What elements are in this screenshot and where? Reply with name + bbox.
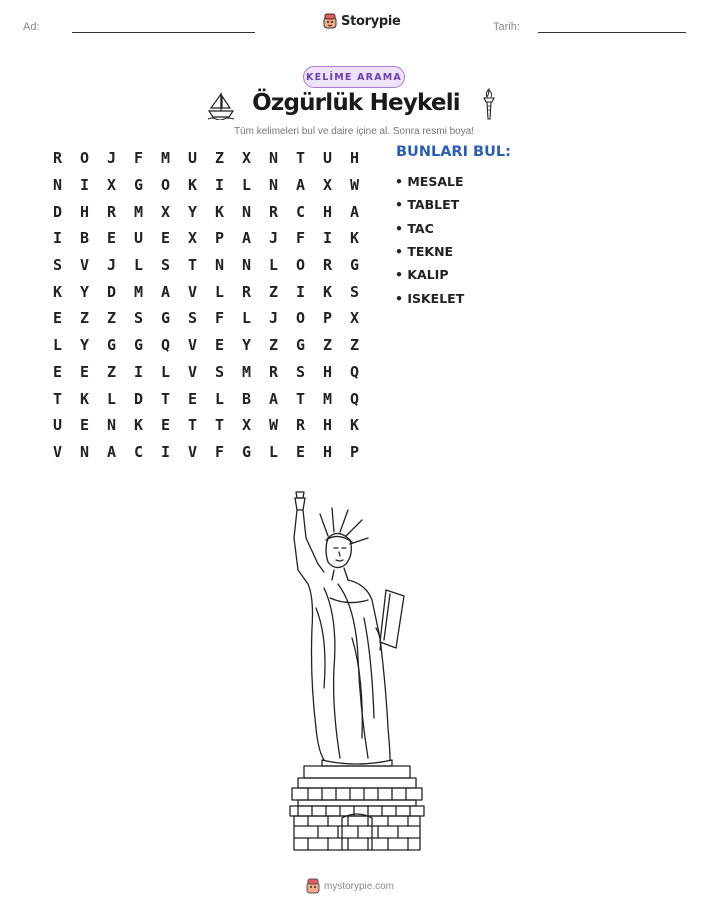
brand-name: Storypie bbox=[341, 13, 401, 29]
grid-letter[interactable]: V bbox=[187, 336, 198, 355]
grid-letter[interactable]: G bbox=[295, 336, 306, 355]
grid-letter[interactable]: E bbox=[295, 442, 306, 461]
grid-letter[interactable]: L bbox=[241, 309, 252, 328]
grid-letter[interactable]: Q bbox=[349, 362, 360, 381]
grid-letter[interactable]: X bbox=[106, 176, 117, 195]
grid-letter[interactable]: G bbox=[349, 256, 360, 275]
grid-letter[interactable]: I bbox=[295, 282, 306, 301]
grid-letter[interactable]: Q bbox=[160, 336, 171, 355]
grid-letter[interactable]: N bbox=[79, 442, 90, 461]
word-item: • TAC bbox=[395, 220, 434, 236]
grid-letter[interactable]: N bbox=[52, 176, 63, 195]
grid-letter[interactable]: J bbox=[268, 309, 279, 328]
grid-letter[interactable]: T bbox=[214, 416, 225, 435]
grid-letter[interactable]: E bbox=[187, 389, 198, 408]
grid-row bbox=[44, 385, 368, 412]
grid-letter[interactable]: E bbox=[52, 309, 63, 328]
grid-letter[interactable]: S bbox=[160, 256, 171, 275]
grid-letter[interactable]: L bbox=[241, 176, 252, 195]
grid-row bbox=[44, 412, 368, 439]
grid-letter[interactable]: H bbox=[349, 149, 360, 168]
grid-letter[interactable]: F bbox=[133, 149, 144, 168]
grid-letter[interactable]: U bbox=[322, 149, 333, 168]
grid-letter[interactable]: A bbox=[160, 282, 171, 301]
grid-letter[interactable]: E bbox=[160, 416, 171, 435]
grid-letter[interactable]: R bbox=[106, 202, 117, 221]
grid-letter[interactable]: U bbox=[133, 229, 144, 248]
grid-letter[interactable]: X bbox=[349, 309, 360, 328]
grid-letter[interactable]: R bbox=[295, 416, 306, 435]
grid-letter[interactable]: K bbox=[52, 282, 63, 301]
grid-letter[interactable]: Y bbox=[241, 336, 252, 355]
grid-letter[interactable]: Z bbox=[322, 336, 333, 355]
grid-letter[interactable]: J bbox=[106, 256, 117, 275]
grid-letter[interactable]: C bbox=[133, 442, 144, 461]
sailboat-icon bbox=[206, 90, 236, 120]
grid-letter[interactable]: T bbox=[295, 389, 306, 408]
grid-letter[interactable]: P bbox=[322, 309, 333, 328]
grid-letter[interactable]: L bbox=[133, 256, 144, 275]
grid-letter[interactable]: E bbox=[106, 229, 117, 248]
grid-letter[interactable]: V bbox=[79, 256, 90, 275]
grid-letter[interactable]: N bbox=[268, 176, 279, 195]
grid-letter[interactable]: I bbox=[79, 176, 90, 195]
grid-letter[interactable]: F bbox=[214, 442, 225, 461]
grid-letter[interactable]: L bbox=[214, 389, 225, 408]
grid-letter[interactable]: W bbox=[268, 416, 279, 435]
grid-letter[interactable]: I bbox=[214, 176, 225, 195]
word-item: • TABLET bbox=[395, 197, 460, 213]
grid-row bbox=[44, 332, 368, 359]
grid-letter[interactable]: H bbox=[322, 202, 333, 221]
statue-of-liberty-illustration[interactable] bbox=[268, 488, 438, 856]
grid-letter[interactable]: J bbox=[268, 229, 279, 248]
grid-letter[interactable]: K bbox=[214, 202, 225, 221]
grid-row bbox=[44, 172, 368, 199]
grid-letter[interactable]: C bbox=[295, 202, 306, 221]
grid-letter[interactable]: O bbox=[160, 176, 171, 195]
grid-letter[interactable]: M bbox=[133, 202, 144, 221]
grid-letter[interactable]: R bbox=[52, 149, 63, 168]
grid-letter[interactable]: A bbox=[349, 202, 360, 221]
grid-letter[interactable]: H bbox=[322, 442, 333, 461]
grid-letter[interactable]: X bbox=[160, 202, 171, 221]
grid-letter[interactable]: O bbox=[295, 309, 306, 328]
grid-letter[interactable]: J bbox=[106, 149, 117, 168]
grid-letter[interactable]: S bbox=[52, 256, 63, 275]
date-label: Tarih: bbox=[493, 21, 520, 33]
grid-letter[interactable]: X bbox=[322, 176, 333, 195]
grid-letter[interactable]: F bbox=[295, 229, 306, 248]
word-item: • TEKNE bbox=[395, 244, 454, 260]
grid-row bbox=[44, 145, 368, 172]
grid-letter[interactable]: A bbox=[268, 389, 279, 408]
grid-letter[interactable]: T bbox=[187, 416, 198, 435]
grid-letter[interactable]: K bbox=[79, 389, 90, 408]
grid-letter[interactable]: G bbox=[133, 336, 144, 355]
grid-letter[interactable]: I bbox=[322, 229, 333, 248]
word-search-grid[interactable] bbox=[44, 145, 368, 465]
grid-letter[interactable]: Y bbox=[79, 336, 90, 355]
grid-letter[interactable]: G bbox=[133, 176, 144, 195]
grid-letter[interactable]: M bbox=[133, 282, 144, 301]
grid-letter[interactable]: K bbox=[349, 416, 360, 435]
grid-letter[interactable]: Y bbox=[79, 282, 90, 301]
grid-letter[interactable]: O bbox=[79, 149, 90, 168]
grid-letter[interactable]: R bbox=[268, 202, 279, 221]
storypie-mascot-icon bbox=[323, 13, 337, 29]
grid-letter[interactable]: G bbox=[241, 442, 252, 461]
grid-letter[interactable]: S bbox=[214, 362, 225, 381]
grid-letter[interactable]: I bbox=[160, 442, 171, 461]
grid-row bbox=[44, 252, 368, 279]
grid-letter[interactable]: U bbox=[187, 149, 198, 168]
grid-row bbox=[44, 225, 368, 252]
grid-letter[interactable]: T bbox=[52, 389, 63, 408]
grid-letter[interactable]: D bbox=[133, 389, 144, 408]
grid-letter[interactable]: R bbox=[241, 282, 252, 301]
grid-letter[interactable]: P bbox=[349, 442, 360, 461]
grid-letter[interactable]: B bbox=[241, 389, 252, 408]
grid-letter[interactable]: L bbox=[268, 442, 279, 461]
grid-row bbox=[44, 359, 368, 386]
grid-letter[interactable]: T bbox=[160, 389, 171, 408]
grid-letter[interactable]: Y bbox=[187, 202, 198, 221]
footer bbox=[306, 878, 394, 894]
grid-letter[interactable]: K bbox=[349, 229, 360, 248]
grid-letter[interactable]: X bbox=[241, 416, 252, 435]
grid-letter[interactable]: A bbox=[295, 176, 306, 195]
grid-letter[interactable]: R bbox=[322, 256, 333, 275]
brand-logo bbox=[323, 13, 401, 29]
grid-letter[interactable]: L bbox=[268, 256, 279, 275]
grid-letter[interactable]: M bbox=[241, 362, 252, 381]
date-line[interactable] bbox=[538, 32, 686, 33]
grid-letter[interactable]: Q bbox=[349, 389, 360, 408]
torch-icon bbox=[480, 88, 498, 122]
grid-letter[interactable]: H bbox=[79, 202, 90, 221]
grid-letter[interactable]: V bbox=[187, 442, 198, 461]
grid-letter[interactable]: W bbox=[349, 176, 360, 195]
grid-letter[interactable]: E bbox=[79, 416, 90, 435]
name-label: Ad: bbox=[23, 21, 40, 33]
page-title: Özgürlük Heykeli bbox=[252, 90, 460, 116]
grid-letter[interactable]: H bbox=[322, 416, 333, 435]
grid-letter[interactable]: B bbox=[79, 229, 90, 248]
grid-letter[interactable]: Z bbox=[79, 309, 90, 328]
grid-letter[interactable]: Z bbox=[268, 336, 279, 355]
instructions: Tüm kelimeleri bul ve daire içine al. Sonra resmi boya! bbox=[233, 126, 475, 137]
grid-letter[interactable]: V bbox=[187, 282, 198, 301]
grid-letter[interactable]: S bbox=[133, 309, 144, 328]
word-list bbox=[395, 170, 464, 310]
grid-row bbox=[44, 278, 368, 305]
category-badge: KELİME ARAMA bbox=[303, 66, 405, 88]
grid-letter[interactable]: E bbox=[214, 336, 225, 355]
grid-letter[interactable]: E bbox=[160, 229, 171, 248]
grid-letter[interactable]: N bbox=[214, 256, 225, 275]
grid-letter[interactable]: S bbox=[295, 362, 306, 381]
grid-letter[interactable]: M bbox=[322, 389, 333, 408]
name-line[interactable] bbox=[72, 32, 255, 33]
grid-letter[interactable]: E bbox=[79, 362, 90, 381]
grid-letter[interactable]: G bbox=[106, 336, 117, 355]
grid-letter[interactable]: D bbox=[52, 202, 63, 221]
grid-letter[interactable]: L bbox=[52, 336, 63, 355]
grid-letter[interactable]: N bbox=[106, 416, 117, 435]
grid-row bbox=[44, 439, 368, 466]
grid-letter[interactable]: N bbox=[241, 202, 252, 221]
grid-letter[interactable]: K bbox=[187, 176, 198, 195]
grid-row bbox=[44, 198, 368, 225]
grid-letter[interactable]: V bbox=[187, 362, 198, 381]
grid-letter[interactable]: X bbox=[187, 229, 198, 248]
grid-letter[interactable]: Z bbox=[349, 336, 360, 355]
grid-letter[interactable]: A bbox=[106, 442, 117, 461]
word-list-title: BUNLARI BUL: bbox=[396, 144, 511, 160]
grid-letter[interactable]: I bbox=[52, 229, 63, 248]
grid-letter[interactable]: Z bbox=[214, 149, 225, 168]
grid-letter[interactable]: P bbox=[214, 229, 225, 248]
grid-letter[interactable]: N bbox=[268, 149, 279, 168]
word-item: • KALIP bbox=[395, 267, 449, 283]
grid-letter[interactable]: N bbox=[241, 256, 252, 275]
footer-url: mystorypie.com bbox=[324, 880, 395, 892]
grid-letter[interactable]: K bbox=[322, 282, 333, 301]
grid-letter[interactable]: S bbox=[349, 282, 360, 301]
storypie-mascot-icon bbox=[306, 878, 320, 894]
grid-letter[interactable]: H bbox=[322, 362, 333, 381]
grid-letter[interactable]: S bbox=[187, 309, 198, 328]
grid-letter[interactable]: I bbox=[133, 362, 144, 381]
grid-letter[interactable]: Z bbox=[106, 309, 117, 328]
grid-letter[interactable]: K bbox=[133, 416, 144, 435]
grid-letter[interactable]: Z bbox=[268, 282, 279, 301]
grid-letter[interactable]: M bbox=[160, 149, 171, 168]
grid-letter[interactable]: T bbox=[187, 256, 198, 275]
grid-letter[interactable]: O bbox=[295, 256, 306, 275]
grid-letter[interactable]: L bbox=[214, 282, 225, 301]
grid-letter[interactable]: T bbox=[295, 149, 306, 168]
grid-letter[interactable]: L bbox=[160, 362, 171, 381]
grid-letter[interactable]: F bbox=[214, 309, 225, 328]
grid-letter[interactable]: V bbox=[52, 442, 63, 461]
word-item: • MESALE bbox=[395, 174, 464, 190]
grid-letter[interactable]: X bbox=[241, 149, 252, 168]
grid-letter[interactable]: G bbox=[160, 309, 171, 328]
grid-letter[interactable]: D bbox=[106, 282, 117, 301]
grid-letter[interactable]: R bbox=[268, 362, 279, 381]
grid-row bbox=[44, 305, 368, 332]
word-item: • ISKELET bbox=[395, 290, 465, 306]
grid-letter[interactable]: L bbox=[106, 389, 117, 408]
grid-letter[interactable]: Z bbox=[106, 362, 117, 381]
grid-letter[interactable]: A bbox=[241, 229, 252, 248]
grid-letter[interactable]: U bbox=[52, 416, 63, 435]
grid-letter[interactable]: E bbox=[52, 362, 63, 381]
